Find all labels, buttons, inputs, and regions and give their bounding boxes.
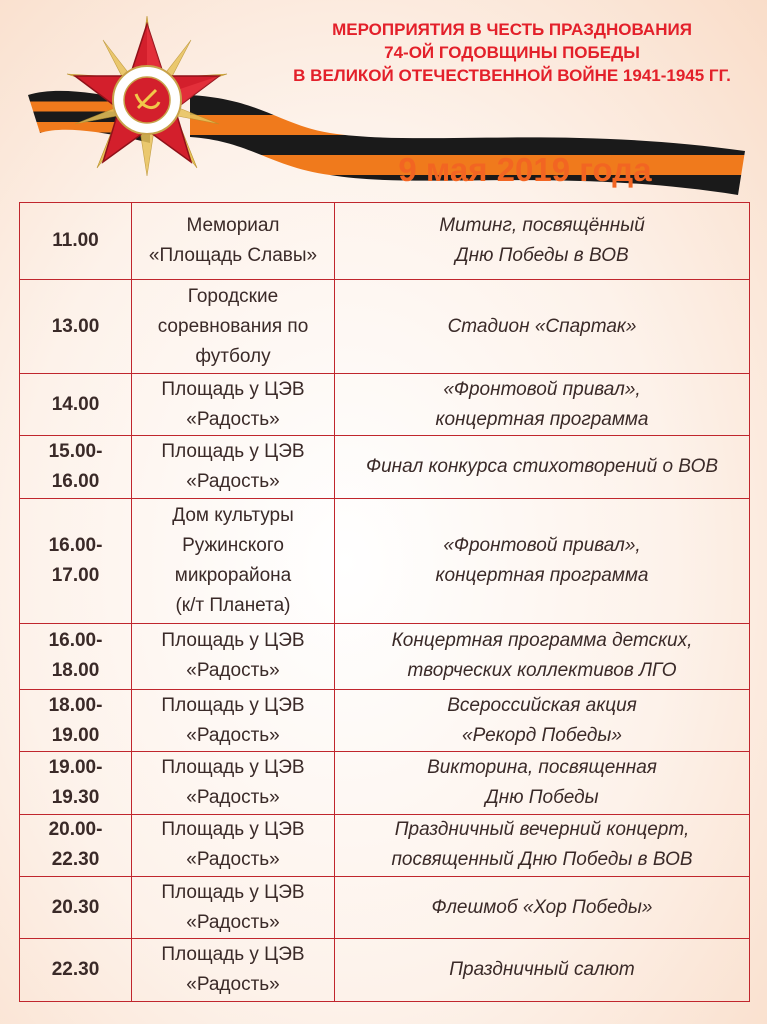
event-cell [335,814,750,876]
table-row [20,436,750,498]
time-cell [20,939,132,1002]
event-cell-line: Митинг, посвящённый [439,215,645,237]
event-cell [335,939,750,1002]
place-cell [132,689,335,751]
event-cell-line: концертная программа [435,564,649,586]
time-cell [20,877,132,939]
table-row [20,939,750,1002]
time-cell [20,752,132,814]
time-cell-line: 19.00- [48,757,103,779]
event-cell-line: Дню Победы в ВОВ [455,245,629,267]
time-cell [20,623,132,689]
time-cell-line: 15.00- [48,441,103,463]
time-cell-line: 22.30 [51,959,100,981]
time-cell-line: 18.00 [51,660,100,682]
place-cell-line: соревнования по [157,315,309,337]
place-cell [132,374,335,436]
event-cell-line: Викторина, посвященная [427,757,657,779]
title-line: В ВЕЛИКОЙ ОТЕЧЕСТВЕННОЙ ВОЙНЕ 1941-1945 ГГ. [293,66,731,85]
table-row [20,374,750,436]
table-row [20,498,750,623]
place-cell-line: Площадь у ЦЭВ [161,757,305,779]
table-row [20,623,750,689]
title-line: МЕРОПРИЯТИЯ В ЧЕСТЬ ПРАЗДНОВАНИЯ [332,20,692,39]
time-cell-line: 17.00 [51,564,100,586]
place-cell-line: (к/т Планета) [175,594,291,616]
event-cell-line: Дню Победы [485,787,599,809]
time-cell-line: 18.00- [48,694,103,716]
time-cell-line: 20.00- [48,819,103,841]
event-cell-line: Финал конкурса стихотворений о ВОВ [365,456,719,478]
event-cell-line: «Фронтовой привал», [443,534,641,556]
time-cell-line: 19.30 [51,787,100,809]
table-row [20,814,750,876]
time-cell [20,814,132,876]
event-cell [335,203,750,280]
place-cell [132,623,335,689]
table-row [20,752,750,814]
table-row [20,203,750,280]
place-cell-line: «Площадь Славы» [148,245,318,267]
time-cell-line: 16.00- [48,630,103,652]
place-cell-line: Площадь у ЦЭВ [161,944,305,966]
place-cell-line: футболу [195,345,271,367]
event-cell-line: посвященный Дню Победы в ВОВ [391,849,693,871]
place-cell-line: Площадь у ЦЭВ [161,441,305,463]
page-title [268,18,756,87]
place-cell [132,877,335,939]
schedule-table [19,202,750,1002]
table-row [20,280,750,374]
event-cell [335,689,750,751]
event-cell-line: Всероссийская акция [447,694,637,716]
event-cell-line: «Фронтовой привал», [443,378,641,400]
place-cell-line: Площадь у ЦЭВ [161,630,305,652]
event-cell [335,877,750,939]
table-row [20,877,750,939]
place-cell-line: «Радость» [186,911,280,933]
place-cell-line: Площадь у ЦЭВ [161,378,305,400]
event-cell-line: Флешмоб «Хор Победы» [431,896,653,918]
event-cell [335,498,750,623]
event-cell-line: «Рекорд Победы» [462,724,622,746]
place-cell-line: Дом культуры [172,504,294,526]
title-line: 74-ОЙ ГОДОВЩИНЫ ПОБЕДЫ [384,43,640,62]
time-cell-line: 19.00 [51,724,100,746]
place-cell-line: «Радость» [186,724,280,746]
event-cell [335,280,750,374]
time-cell-line: 16.00- [48,534,103,556]
event-cell-line: творческих коллективов ЛГО [407,660,677,682]
time-cell [20,374,132,436]
time-cell-line: 13.00 [51,315,100,337]
time-cell-line: 20.30 [51,896,100,918]
place-cell [132,814,335,876]
place-cell [132,203,335,280]
place-cell-line: «Радость» [186,660,280,682]
time-cell [20,280,132,374]
place-cell [132,752,335,814]
place-cell-line: Ружинского [182,534,284,556]
event-cell [335,374,750,436]
time-cell [20,689,132,751]
table-row [20,689,750,751]
place-cell-line: микрорайона [174,564,292,586]
time-cell-line: 16.00 [51,471,100,493]
place-cell-line: «Радость» [186,471,280,493]
event-cell-line: Праздничный вечерний концерт, [394,819,690,841]
place-cell [132,939,335,1002]
place-cell [132,280,335,374]
place-cell-line: Городские [187,285,279,307]
event-cell-line: Праздничный салют [449,959,635,981]
event-cell-line: Концертная программа детских, [391,630,693,652]
time-cell [20,203,132,280]
event-cell-line: Стадион «Спартак» [447,315,637,337]
event-cell [335,623,750,689]
time-cell [20,436,132,498]
place-cell-line: «Радость» [186,408,280,430]
time-cell-line: 14.00 [51,393,100,415]
place-cell-line: «Радость» [186,849,280,871]
place-cell-line: Мемориал [186,215,280,237]
place-cell [132,436,335,498]
place-cell [132,498,335,623]
place-cell-line: Площадь у ЦЭВ [161,694,305,716]
time-cell [20,498,132,623]
place-cell-line: «Радость» [186,787,280,809]
event-cell [335,752,750,814]
event-date: 9 мая 2019 года [398,151,652,188]
order-of-patriotic-war-icon [35,14,250,184]
place-cell-line: Площадь у ЦЭВ [161,881,305,903]
place-cell-line: «Радость» [186,974,280,996]
event-cell [335,436,750,498]
time-cell-line: 22.30 [51,849,100,871]
place-cell-line: Площадь у ЦЭВ [161,819,305,841]
event-cell-line: концертная программа [435,408,649,430]
time-cell-line: 11.00 [52,230,99,252]
